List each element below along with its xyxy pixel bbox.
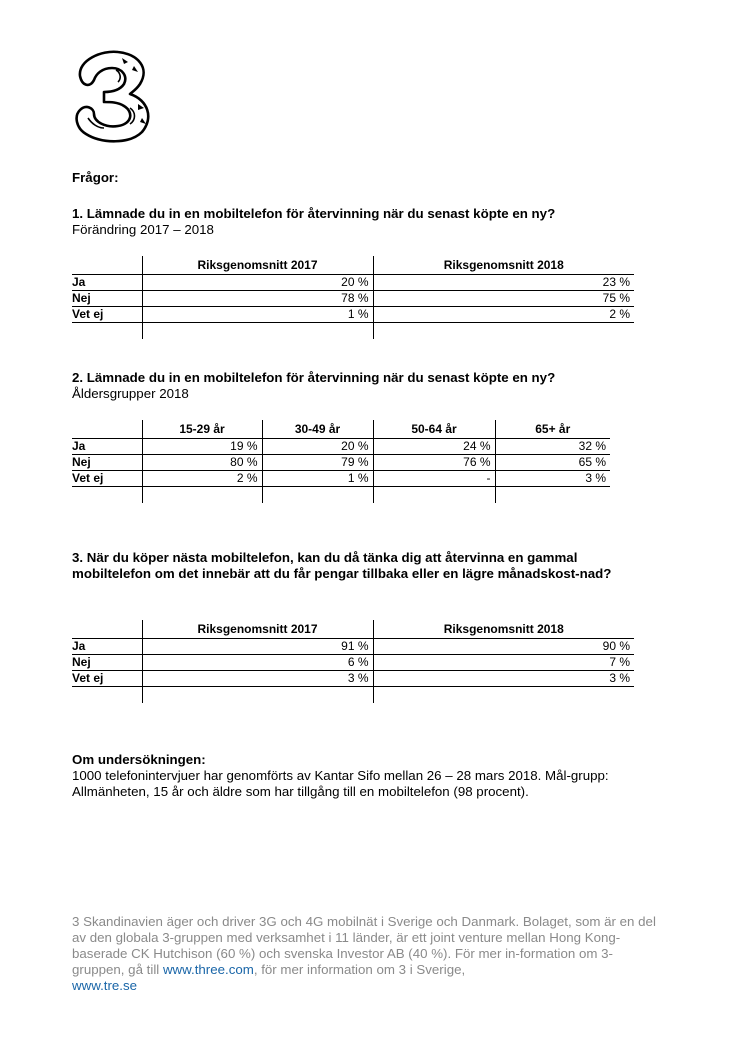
row-label: Nej	[72, 455, 142, 471]
q2-col-header: 15-29 år	[142, 420, 262, 439]
q2-col-header: 50-64 år	[373, 420, 495, 439]
cell-value: 1 %	[142, 307, 373, 323]
q1-subtitle: Förändring 2017 – 2018	[72, 222, 214, 237]
cell-value: 65 %	[495, 455, 610, 471]
table-row	[72, 439, 610, 455]
cell-value: 3 %	[373, 671, 634, 687]
cell-value: 75 %	[373, 291, 634, 307]
tre-se-link[interactable]: www.tre.se	[72, 978, 138, 993]
table-row	[72, 655, 634, 671]
q2-col-header: 65+ år	[495, 420, 610, 439]
footer-text-part: 3 Skandinavien äger och driver 3G och 4G mobilnät i Sverige och Danmark. Bolaget, som är en del av den globala 3-gruppen med verksamhet i 11 länder, är ett joint venture mellan Hong Kong-baserade CK Hutchison (60 %) och svenska Investor AB (40 %). För mer in-formation om 3-gruppen, gå till	[72, 914, 656, 977]
row-label: Vet ej	[72, 307, 142, 323]
cell-value: 24 %	[373, 439, 495, 455]
q1-header-empty	[72, 256, 142, 275]
cell-value: 80 %	[142, 455, 262, 471]
footer-text	[72, 914, 662, 994]
three-com-link[interactable]: www.three.com	[162, 962, 254, 977]
q2-title: 2. Lämnade du in en mobiltelefon för återvinning när du senast köpte en ny?	[72, 370, 556, 385]
q3-title: 3. När du köper nästa mobiltelefon, kan du då tänka dig att återvinna en gammal mobiltelefon om det innebär att du får pengar tillbaka eller en lägre månadskost-nad?	[72, 550, 612, 581]
q1-col-header: Riksgenomsnitt 2017	[142, 256, 373, 275]
row-label: Ja	[72, 275, 142, 291]
cell-value: 20 %	[262, 439, 373, 455]
cell-value: 90 %	[373, 639, 634, 655]
q1-title: 1. Lämnade du in en mobiltelefon för återvinning när du senast köpte en ny?	[72, 206, 556, 221]
cell-value: -	[373, 471, 495, 487]
row-label: Nej	[72, 291, 142, 307]
q2-subtitle: Åldersgrupper 2018	[72, 386, 189, 401]
table-row	[72, 471, 610, 487]
cell-value: 19 %	[142, 439, 262, 455]
row-label: Vet ej	[72, 471, 142, 487]
q2-header-empty	[72, 420, 142, 439]
cell-value: 32 %	[495, 439, 610, 455]
cell-value: 2 %	[373, 307, 634, 323]
q3-table	[72, 620, 634, 703]
q1-table	[72, 256, 634, 339]
cell-value: 23 %	[373, 275, 634, 291]
table-row	[72, 275, 634, 291]
questions-heading: Frågor:	[72, 170, 119, 185]
row-label: Ja	[72, 639, 142, 655]
three-logo	[72, 48, 156, 144]
cell-value: 76 %	[373, 455, 495, 471]
about-text: 1000 telefonintervjuer har genomförts av Kantar Sifo mellan 26 – 28 mars 2018. Mål-grupp: Allmänheten, 15 år och äldre som har tillgång till en mobiltelefon (98 procent).	[72, 768, 609, 799]
cell-value: 6 %	[142, 655, 373, 671]
cell-value: 3 %	[495, 471, 610, 487]
about-heading: Om undersökningen:	[72, 752, 206, 767]
cell-value: 79 %	[262, 455, 373, 471]
row-label: Nej	[72, 655, 142, 671]
table-row	[72, 671, 634, 687]
row-label: Vet ej	[72, 671, 142, 687]
q3-col-header: Riksgenomsnitt 2018	[373, 620, 634, 639]
table-row	[72, 455, 610, 471]
q2-table	[72, 420, 610, 503]
table-row	[72, 291, 634, 307]
cell-value: 78 %	[142, 291, 373, 307]
cell-value: 3 %	[142, 671, 373, 687]
cell-value: 2 %	[142, 471, 262, 487]
table-row	[72, 307, 634, 323]
q3-col-header: Riksgenomsnitt 2017	[142, 620, 373, 639]
cell-value: 91 %	[142, 639, 373, 655]
footer-text-part: , för mer information om 3 i Sverige,	[253, 962, 466, 977]
table-row	[72, 639, 634, 655]
cell-value: 1 %	[262, 471, 373, 487]
cell-value: 7 %	[373, 655, 634, 671]
q1-col-header: Riksgenomsnitt 2018	[373, 256, 634, 275]
q2-col-header: 30-49 år	[262, 420, 373, 439]
q3-header-empty	[72, 620, 142, 639]
cell-value: 20 %	[142, 275, 373, 291]
row-label: Ja	[72, 439, 142, 455]
